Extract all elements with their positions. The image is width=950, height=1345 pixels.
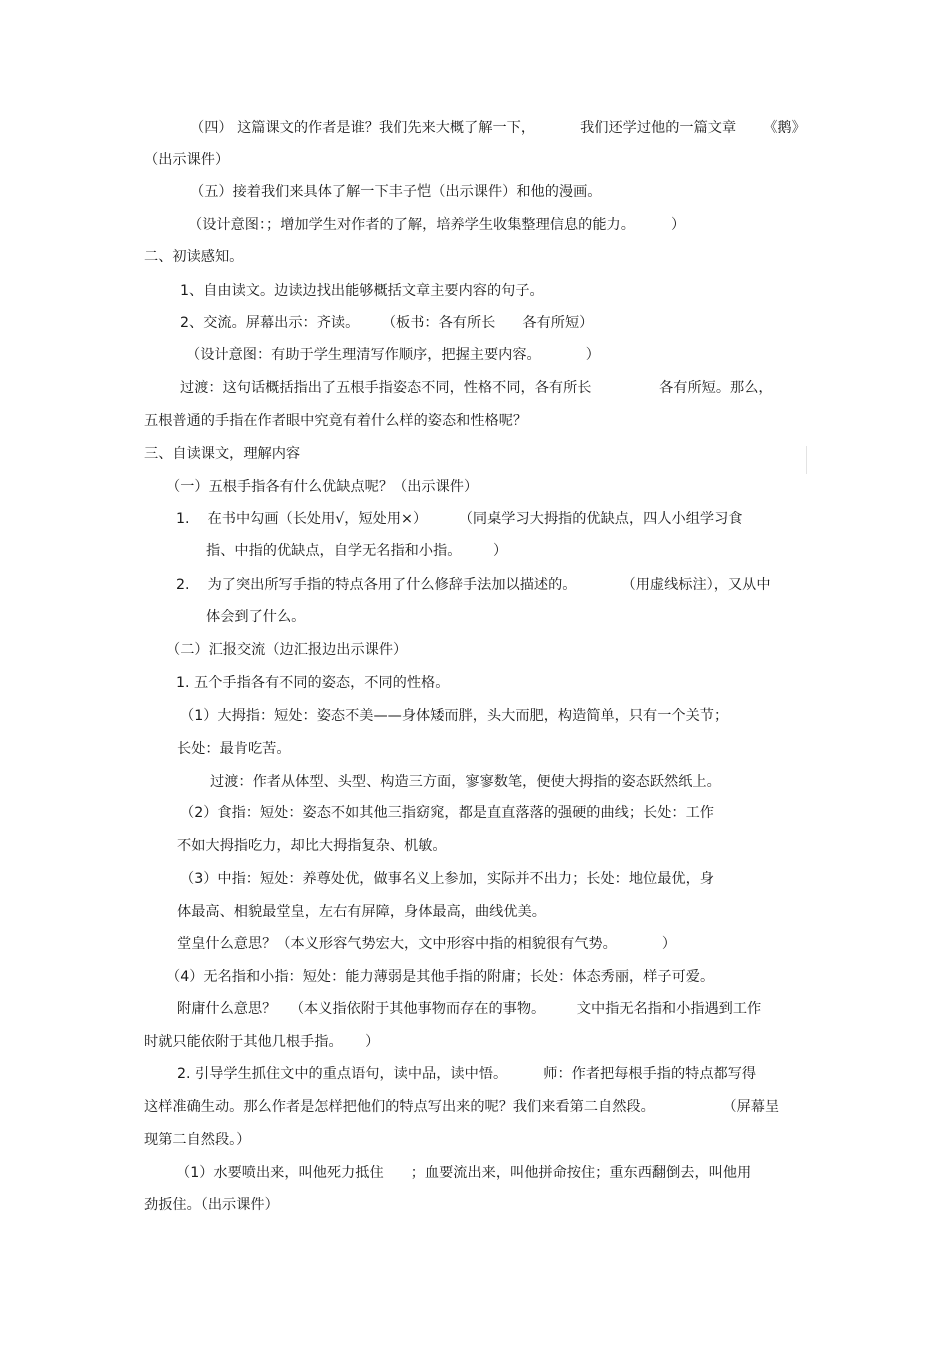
text-line: （1）大拇指：短处：姿态不美——身体矮而胖，头大而肥，构造简单，只有一个关节； xyxy=(180,708,729,724)
text-line: （2）食指：短处：姿态不如其他三指窈窕，都是直直落落的强硬的曲线；长处：工作 xyxy=(180,805,714,821)
text-line: 五根普通的手指在作者眼中究竟有着什么样的姿态和性格呢？ xyxy=(144,413,528,429)
text-line: 指、中指的优缺点，自学无名指和小指。 ） xyxy=(206,543,508,559)
text-line: （3）中指：短处：养尊处优，做事名义上参加，实际并不出力；长处：地位最优，身 xyxy=(180,871,714,887)
text-line: 这样准确生动。那么作者是怎样把他们的特点写出来的呢？我们来看第二自然段。 （屏幕呈 xyxy=(144,1099,780,1115)
text-line: （4）无名指和小指：短处：能力薄弱是其他手指的附庸；长处：体态秀丽，样子可爱。 xyxy=(166,969,715,985)
text-line: 1. 五个手指各有不同的姿态，不同的性格。 xyxy=(176,675,450,691)
text-line: 2. 引导学生抓住文中的重点语句，读中品，读中悟。 师：作者把每根手指的特点都写得 xyxy=(177,1066,757,1082)
text-line: （一）五根手指各有什么优缺点呢？（出示课件） xyxy=(166,479,479,495)
text-line: 时就只能依附于其他几根手指。 ） xyxy=(144,1034,380,1050)
margin-mark xyxy=(806,446,807,474)
text-line: 2、交流。屏幕出示：齐读。 （板书：各有所长 各有所短） xyxy=(180,315,594,331)
text-line: （设计意图：有助于学生理清写作顺序，把握主要内容。 ） xyxy=(186,347,600,363)
text-line: （四） 这篇课文的作者是谁？我们先来大概了解一下， 我们还学过他的一篇文章 《鹅》 xyxy=(190,120,806,136)
text-line: （设计意图：；增加学生对作者的了解，培养学生收集整理信息的能力。 ） xyxy=(188,217,686,233)
text-line: （五）接着我们来具体了解一下丰子恺（出示课件）和他的漫画。 xyxy=(190,184,602,200)
text-line: 体最高、相貌最堂皇，左右有屏障，身体最高，曲线优美。 xyxy=(177,904,546,920)
text-line: （二）汇报交流（边汇报边出示课件） xyxy=(166,642,408,658)
text-line: 体会到了什么。 xyxy=(206,609,306,625)
text-line: 现第二自然段。） xyxy=(144,1132,251,1148)
text-line: 2. 为了突出所写手指的特点各用了什么修辞手法加以描述的。 （用虚线标注），又从中 xyxy=(176,577,771,593)
text-line: 劲扳住。（出示课件） xyxy=(144,1197,279,1213)
text-line: 长处：最肯吃苦。 xyxy=(177,741,291,757)
text-line: 堂皇什么意思？（本义形容气势宏大，文中形容中指的相貌很有气势。 ） xyxy=(177,936,677,952)
section-heading: 二、初读感知。 xyxy=(144,249,244,265)
text-line: 过渡：作者从体型、头型、构造三方面，寥寥数笔，便使大拇指的姿态跃然纸上。 xyxy=(210,774,721,790)
text-line: 附庸什么意思？ （本义指依附于其他事物而存在的事物。 文中指无名指和小指遇到工作 xyxy=(177,1001,762,1017)
text-line: 过渡：这句话概括指出了五根手指姿态不同，性格不同，各有所长 各有所短。那么， xyxy=(180,380,773,396)
text-line: （出示课件） xyxy=(144,152,230,168)
text-line: 1. 在书中勾画（长处用√，短处用×） （同桌学习大拇指的优缺点，四人小组学习食 xyxy=(176,511,743,527)
text-line: 不如大拇指吃力，却比大拇指复杂、机敏。 xyxy=(177,838,447,854)
text-line: 1、自由读文。边读边找出能够概括文章主要内容的句子。 xyxy=(180,283,544,299)
text-line: （1）水要喷出来，叫他死力抵住 ；血要流出来，叫他拼命按住；重东西翻倒去，叫他用 xyxy=(176,1165,752,1181)
section-heading: 三、自读课文，理解内容 xyxy=(144,446,301,462)
